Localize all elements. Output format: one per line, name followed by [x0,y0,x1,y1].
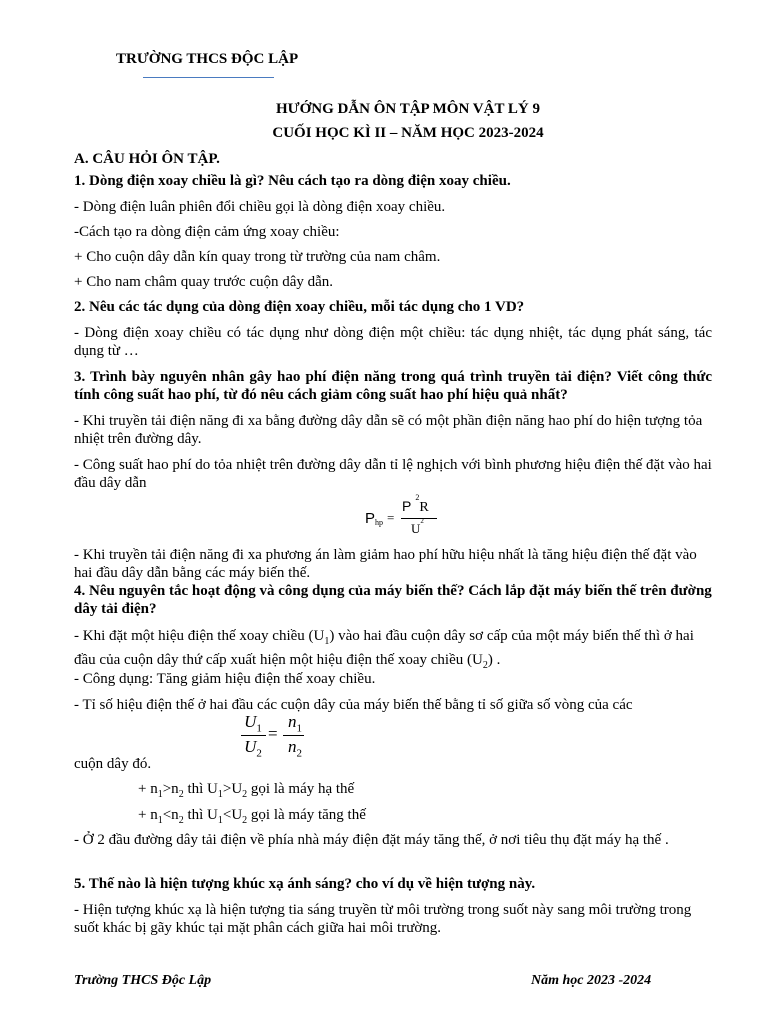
question-4: 4. Nêu nguyên tắc hoạt động và công dụng của máy biến thế? Cách lắp đặt máy biến thế trên đường dây tải điện? [74,583,712,617]
answer-4-line-1: - Khi đặt một hiệu điện thế xoay chiều $(U_1)$ vào hai đầu cuộn dây sơ cấp của một máy biến thế thì ở hai đầu của cuộn dây thứ cấp xuất hiện một hiệu điện thế xoay chiều $(U_2)$ . [74,628,694,671]
ratio-u1: $U_1$ [244,712,262,735]
ratio-u2: $U_2$ [244,737,262,760]
step-up-condition: + $n_1<n_2$ thì $U_1<U_2$ gọi là máy tăng thế [138,807,366,826]
ratio-n1: $n_1$ [288,712,302,735]
document-subtitle: CUỐI HỌC KÌ II – NĂM HỌC 2023-2024 [272,125,544,141]
formula-equals: = [387,510,395,525]
school-name: TRƯỜNG THCS ĐỘC LẬP [116,51,299,67]
fraction-bar-left [241,735,266,736]
footer-year: Năm học 2023 -2024 [531,973,652,988]
document-title: HƯỚNG DẪN ÔN TẬP MÔN VẬT LÝ 9 [275,101,541,117]
answer-4-line-3: - Tỉ số hiệu điện thế ở hai đầu các cuộn dây của máy biến thế bằng tỉ số giữa số vòng của các [74,697,633,713]
formula-numerator: $P^2R$ [402,493,429,515]
answer-3-line-3: - Khi truyền tải điện năng đi xa phương án làm giảm hao phí hữu hiệu nhất là tăng hiệu điện thế đặt vào hai đầu dây dẫn bằng các máy biến thế. [74,547,697,581]
footer-school: Trường THCS Độc Lập [74,973,212,988]
fraction-bar-right [283,735,304,736]
formula-denominator: $U^2$ [411,516,424,536]
power-loss-formula [365,493,445,540]
question-2: 2. Nêu các tác dụng của dòng điện xoay chiều, mỗi tác dụng cho 1 VD? [74,299,525,315]
question-5: 5. Thế nào là hiện tượng khúc xạ ánh sáng? cho ví dụ về hiện tượng này. [74,876,536,892]
school-underline [143,77,274,78]
answer-4-line-2: - Công dụng: Tăng giảm hiệu điện thế xoay chiều. [74,671,376,687]
answer-3-line-2: - Công suất hao phí do tỏa nhiệt trên đường dây dẫn tỉ lệ nghịch với bình phương hiệu điện thế đặt vào hai đầu dây dẫn [74,457,712,491]
answer-3-line-1: - Khi truyền tải điện năng đi xa bằng đường dây dẫn sẽ có một phần điện năng hao phí do hiện tượng tỏa nhiệt trên đường dây. [74,413,703,447]
answer-2: - Dòng điện xoay chiều có tác dụng như dòng điện một chiều: tác dụng nhiệt, tác dụng phát sáng, tác dụng từ … [74,325,712,359]
question-1: 1. Dòng điện xoay chiều là gì? Nêu cách tạo ra dòng điện xoay chiều. [74,173,511,189]
answer-1-line-2: -Cách tạo ra dòng điện cảm ứng xoay chiều: [74,224,340,240]
formula-lhs: P [365,510,376,527]
answer-5: - Hiện tượng khúc xạ là hiện tượng tia sáng truyền từ môi trường trong suốt này sang môi trường trong suốt khác bị gãy khúc tại mặt phân cách giữa hai môi trường. [74,902,692,936]
step-down-condition: + $n_1>n_2$ thì $U_1>U_2$ gọi là máy hạ thế [138,781,355,800]
ratio-n2: $n_2$ [288,737,302,760]
answer-1-line-4: + Cho nam châm quay trước cuộn dây dẫn. [74,274,334,290]
section-heading: A. CÂU HỎI ÔN TẬP. [74,151,220,167]
answer-1-line-1: - Dòng điện luân phiên đổi chiều gọi là dòng điện xoay chiều. [74,199,446,215]
formula-lhs-subscript: hp [375,518,383,527]
transformer-ratio-formula [240,712,310,760]
answer-4-line-3-end: cuộn dây đó. [74,756,152,772]
question-3: 3. Trình bày nguyên nhân gây hao phí điện năng trong quá trình truyền tải điện? Viết công thức tính công suất hao phí, từ đó nêu cách giảm công suất hao phí hiệu quả nhất? [74,369,712,403]
fraction-bar [401,518,437,519]
ratio-equals: = [268,724,278,743]
answer-4-line-4: - Ở 2 đầu đường dây tải điện về phía nhà máy điện đặt máy tăng thế, ở nơi tiêu thụ đặt máy hạ thế . [74,832,669,848]
answer-1-line-3: + Cho cuộn dây dẫn kín quay trong từ trường của nam châm. [74,249,441,265]
